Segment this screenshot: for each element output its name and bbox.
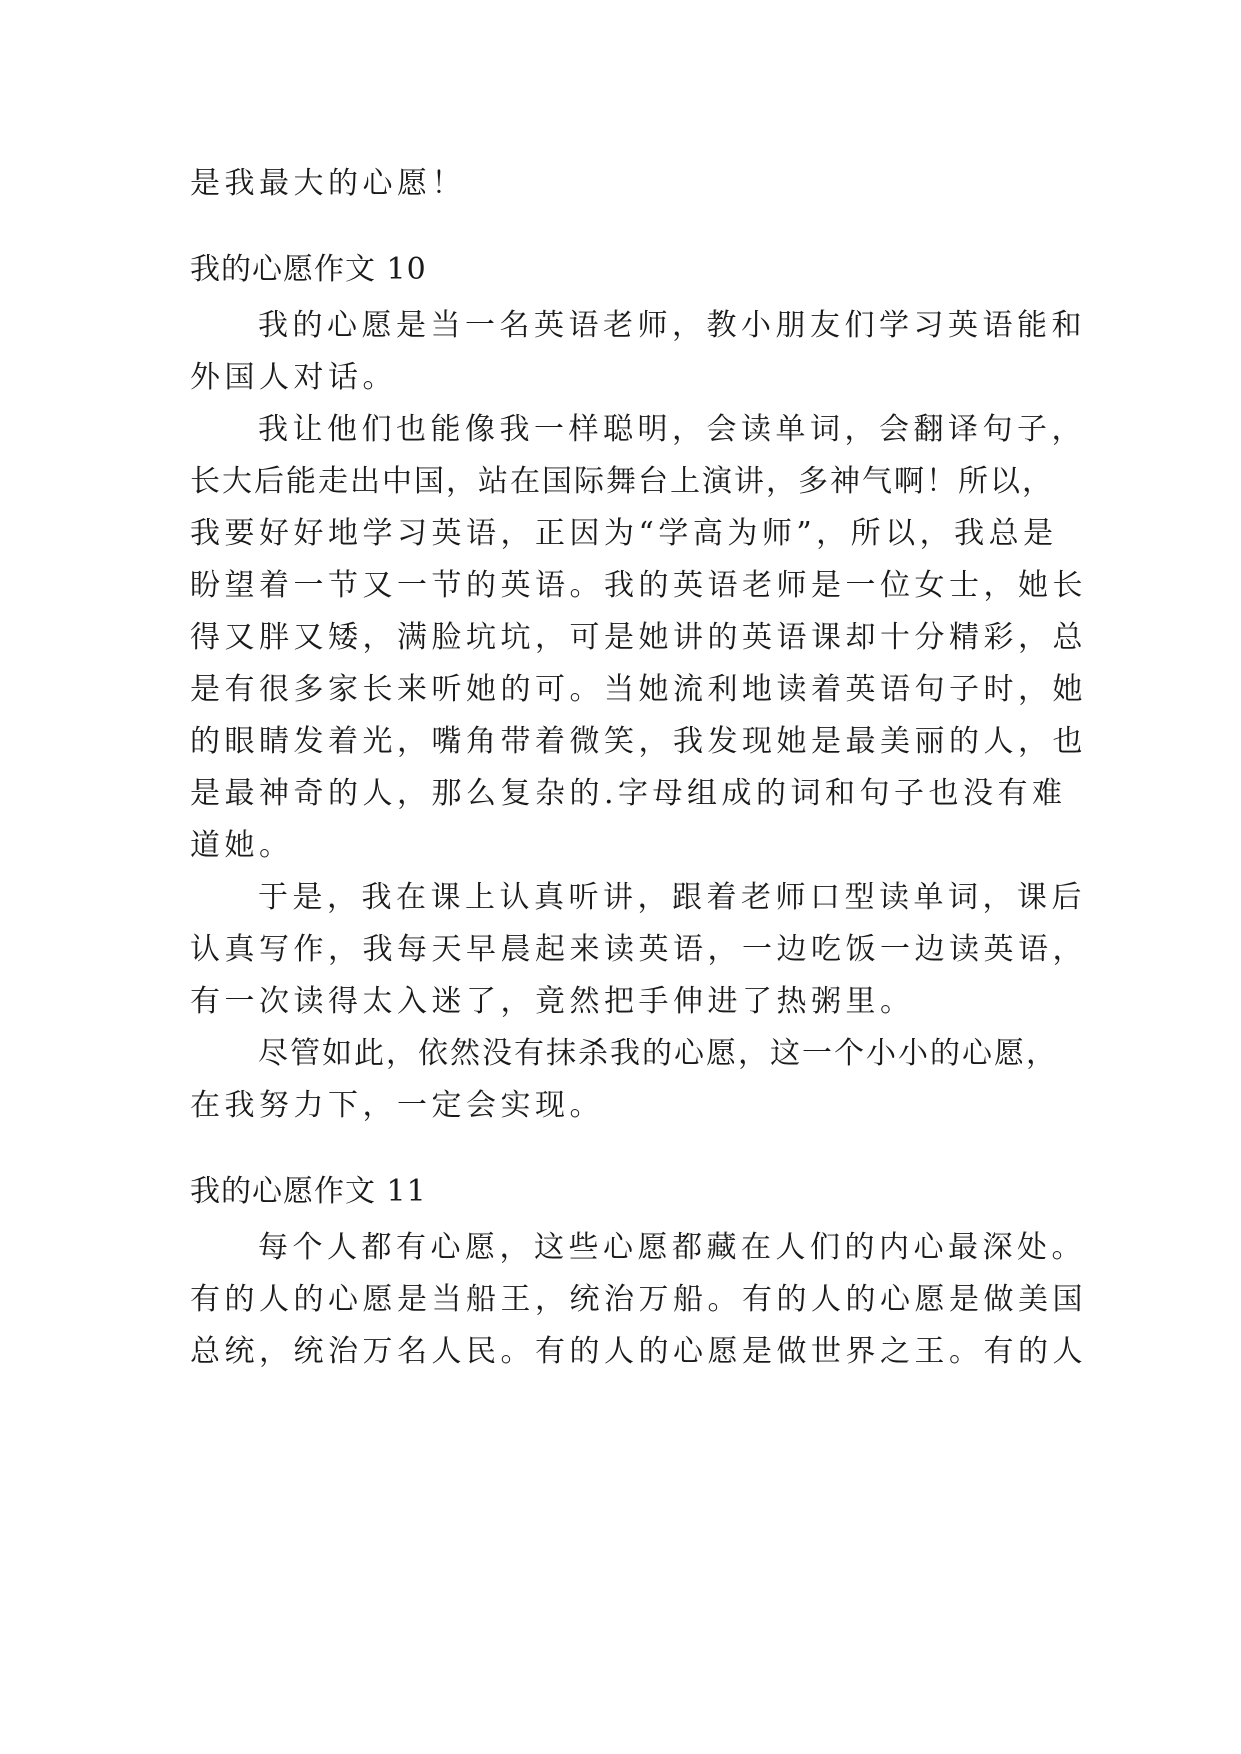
paragraph-line: 每个人都有心愿，这些心愿都藏在人们的内心最深处。 <box>258 1230 1086 1265</box>
paragraph-line: 道她。 <box>190 828 294 863</box>
paragraph-line: 于是，我在课上认真听讲，跟着老师口型读单词，课后 <box>258 880 1086 915</box>
section-heading-10: 我的心愿作文 10 <box>190 252 427 287</box>
paragraph-line: 我的心愿是当一名英语老师，教小朋友们学习英语能和 <box>258 308 1086 343</box>
paragraph-line: 在我努力下，一定会实现。 <box>190 1088 604 1123</box>
paragraph-line: 得又胖又矮，满脸坑坑，可是她讲的英语课却十分精彩，总 <box>190 620 1087 655</box>
paragraph-line: 有的人的心愿是当船王，统治万船。有的人的心愿是做美国 <box>190 1282 1087 1317</box>
paragraph-line: 盼望着一节又一节的英语。我的英语老师是一位女士，她长 <box>190 568 1087 603</box>
paragraph-line: 是有很多家长来听她的可。当她流利地读着英语句子时，她 <box>190 672 1087 707</box>
paragraph-line: 的眼睛发着光，嘴角带着微笑，我发现她是最美丽的人，也 <box>190 724 1087 759</box>
paragraph-line: 认真写作，我每天早晨起来读英语，一边吃饭一边读英语， <box>190 932 1087 967</box>
paragraph-line: 尽管如此，依然没有抹杀我的心愿，这一个小小的心愿， <box>258 1036 1058 1071</box>
section-heading-11: 我的心愿作文 11 <box>190 1174 427 1209</box>
paragraph-line: 外国人对话。 <box>190 360 397 395</box>
paragraph-line: 长大后能走出中国，站在国际舞台上演讲，多神气啊！所以， <box>190 464 1054 499</box>
paragraph-line: 总统，统治万名人民。有的人的心愿是做世界之王。有的人 <box>190 1334 1087 1369</box>
paragraph-line: 我让他们也能像我一样聪明，会读单词，会翻译句子， <box>258 412 1086 447</box>
carry-over-line: 是我最大的心愿！ <box>190 166 466 201</box>
paragraph-line: 我要好好地学习英语，正因为“学高为师”，所以，我总是 <box>190 516 1058 551</box>
paragraph-line: 有一次读得太入迷了，竟然把手伸进了热粥里。 <box>190 984 915 1019</box>
paragraph-line: 是最神奇的人，那么复杂的.字母组成的词和句子也没有难 <box>190 776 1067 811</box>
